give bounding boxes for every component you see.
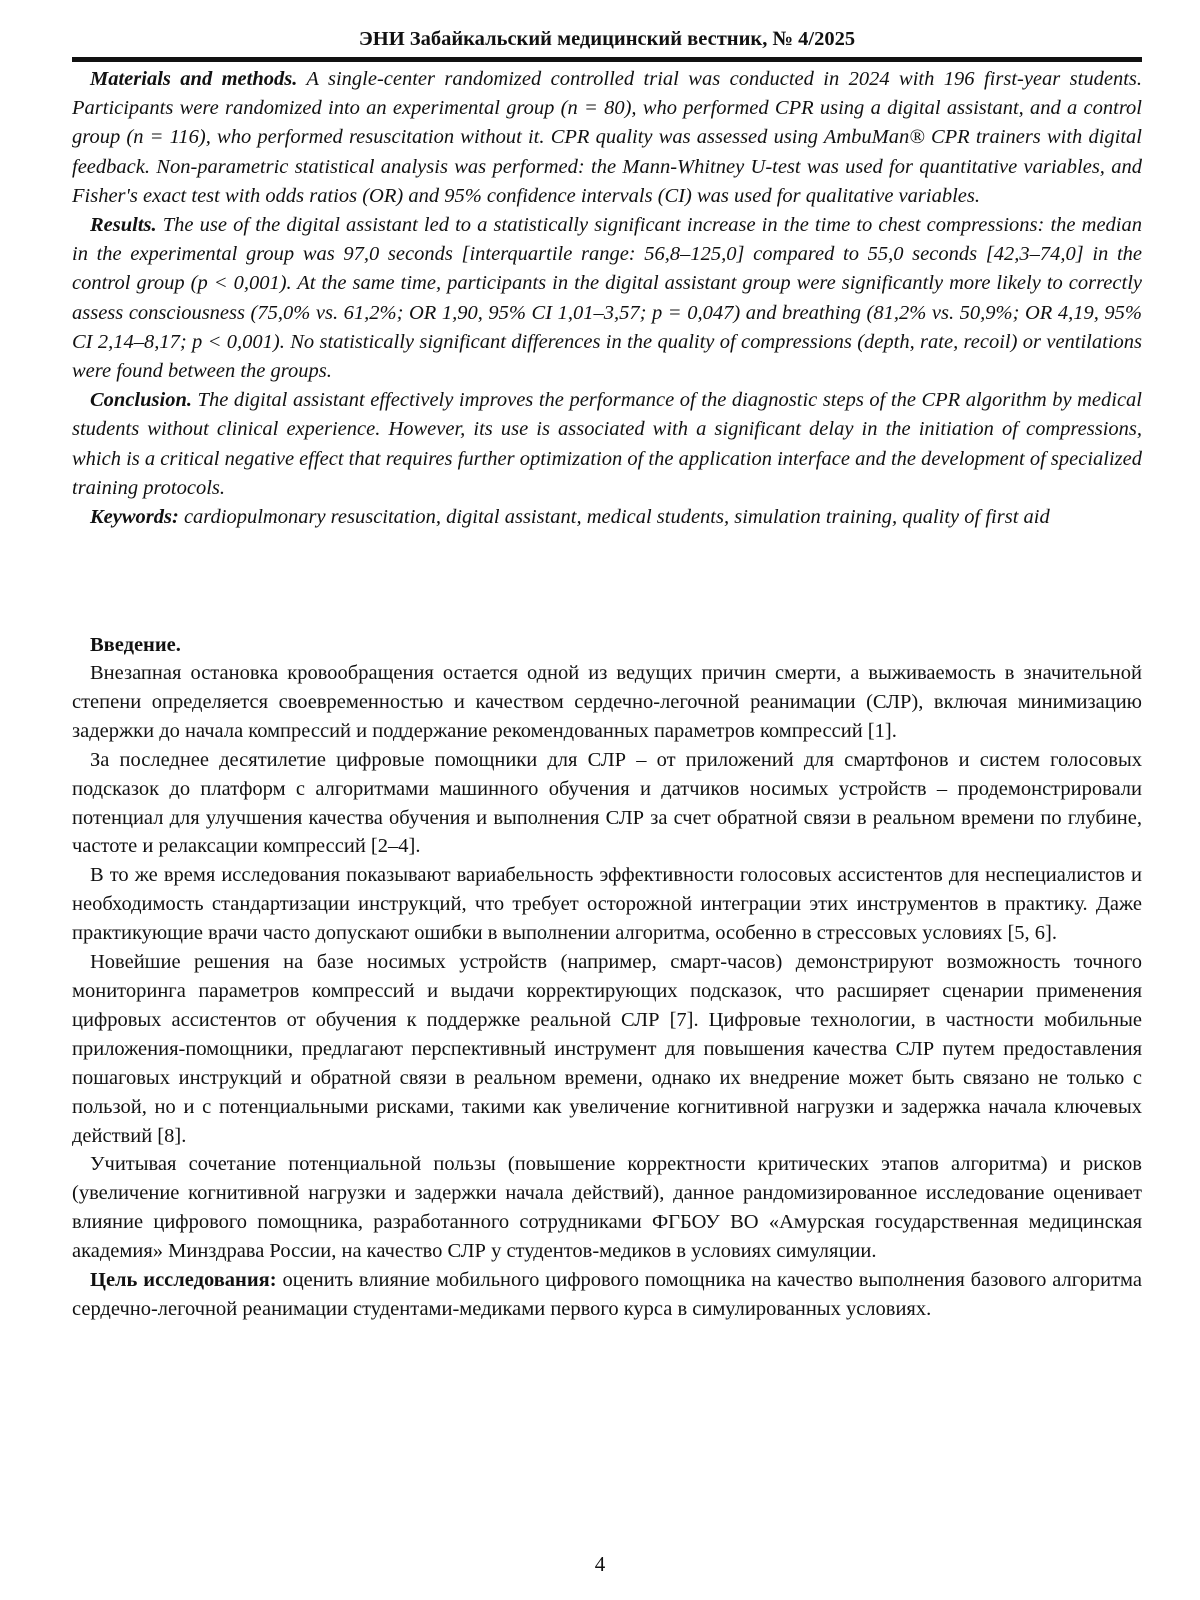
header-divider — [72, 57, 1142, 62]
page-number: 4 — [594, 1552, 606, 1576]
keywords-label: Keywords: — [90, 506, 179, 529]
aim-text: оценить влияние мобильного цифрового помощника на качество выполнения базового алгоритма сердечно-легочной реанимации студентами-медиками первого курса в симулированных условиях. — [72, 1269, 1142, 1320]
intro-paragraph: Новейшие решения на базе носимых устройств (например, смарт-часов) демонстрируют возможность точного мониторинга параметров компрессий и выдачи корректирующих подсказок, что расширяет сценарии применения цифровых ассистентов от обучения к поддержке реальной СЛР [7]. Цифровые технологии, в частности мобильные приложения-помощники, предлагают перспективный инструмент для повышения качества СЛР путем предоставления пошаговых инструкций и обратной связи в реальном времени, однако их внедрение может быть связано не только с пользой, но и с потенциальными рисками, такими как увеличение когнитивной нагрузки и задержка начала ключевых действий [8]. — [72, 951, 1142, 1147]
conclusion-label: Conclusion. — [90, 389, 192, 412]
aim-label: Цель исследования: — [90, 1269, 277, 1292]
intro-paragraph: Учитывая сочетание потенциальной пользы (повышение корректности критических этапов алгоритма) и рисков (увеличение когнитивной нагрузки и задержки начала действий), данное рандомизированное исследование оценивает влияние цифрового помощника, разработанного сотрудниками ФГБОУ ВО «Амурская государственная медицинская академия» Минздрава России, на качество СЛР у студентов-медиков в условиях симуляции. — [72, 1153, 1142, 1263]
abstract-materials — [72, 65, 1142, 211]
study-aim — [72, 1266, 1142, 1324]
abstract-conclusion — [72, 386, 1142, 503]
conclusion-text: The digital assistant effectively improves the performance of the diagnostic steps of the CPR algorithm by medical students without clinical experience. However, its use is associated with a significant delay in the initiation of compressions, which is a critical negative effect that requires further optimization of the application interface and the development of specialized training protocols. — [72, 389, 1142, 499]
introduction-body — [72, 659, 1142, 1324]
materials-label: Materials and methods. — [90, 68, 298, 90]
intro-paragraph: За последнее десятилетие цифровые помощники для СЛР – от приложений для смартфонов и систем голосовых подсказок до платформ с алгоритмами машинного обучения и датчиков носимых устройств – продемонстрировали потенциал для улучшения качества обучения и выполнения СЛР за счет обратной связи в реальном времени по глубине, частоте и релаксации компрессий [2–4]. — [72, 748, 1142, 858]
intro-paragraph: Внезапная остановка кровообращения остается одной из ведущих причин смерти, а выживаемость в значительной степени определяется своевременностью и качеством сердечно-легочной реанимации (СЛР), включая минимизацию задержки до начала компрессий и поддержание рекомендованных параметров компрессий [1]. — [72, 662, 1142, 742]
results-label: Results. — [90, 214, 157, 237]
intro-paragraph: В то же время исследования показывают вариабельность эффективности голосовых ассистентов для неспециалистов и необходимость стандартизации инструкций, что требует осторожной интеграции этих инструментов в практику. Даже практикующие врачи часто допускают ошибки в выполнении алгоритма, особенно в стрессовых условиях [5, 6]. — [72, 864, 1142, 945]
journal-header: ЭНИ Забайкальский медицинский вестник, № 4/2025 — [358, 28, 856, 50]
abstract — [72, 65, 1142, 532]
abstract-keywords — [72, 503, 1142, 532]
introduction-heading: Введение. — [90, 634, 181, 656]
results-text: The use of the digital assistant led to a statistically significant increase in the time to chest compressions: the median in the experimental group was 97,0 seconds [interquartile range: 56,8–125,0] compared to 55,0 seconds [42,3–74,0] in the control group (p < 0,001). At the same time, participants in the digital assistant group were significantly more likely to correctly assess consciousness (75,0% vs. 61,2%; OR 1,90, 95% CI 1,01–3,57; p = 0,047) and breathing (81,2% vs. 50,9%; OR 4,19, 95% CI 2,14–8,17; p < 0,001). No statistically significant differences in the quality of compressions (depth, rate, recoil) or ventilations were found between the groups. — [72, 214, 1142, 383]
materials-text: A single-center randomized controlled trial was conducted in 2024 with 196 first-year students. Participants were randomized into an experimental group (n = 80), who performed CPR using a digital assistant, and a control group (n = 116), who performed resuscitation without it. CPR quality was assessed using AmbuMan® CPR trainers with digital feedback. Non-parametric statistical analysis was performed: the Mann-Whitney U-test was used for quantitative variables, and Fisher's exact test with odds ratios (OR) and 95% confidence intervals (CI) was used for qualitative variables. — [72, 68, 1143, 207]
abstract-results — [72, 211, 1142, 386]
keywords-text: cardiopulmonary resuscitation, digital assistant, medical students, simulation training, quality of first aid — [178, 506, 1050, 529]
